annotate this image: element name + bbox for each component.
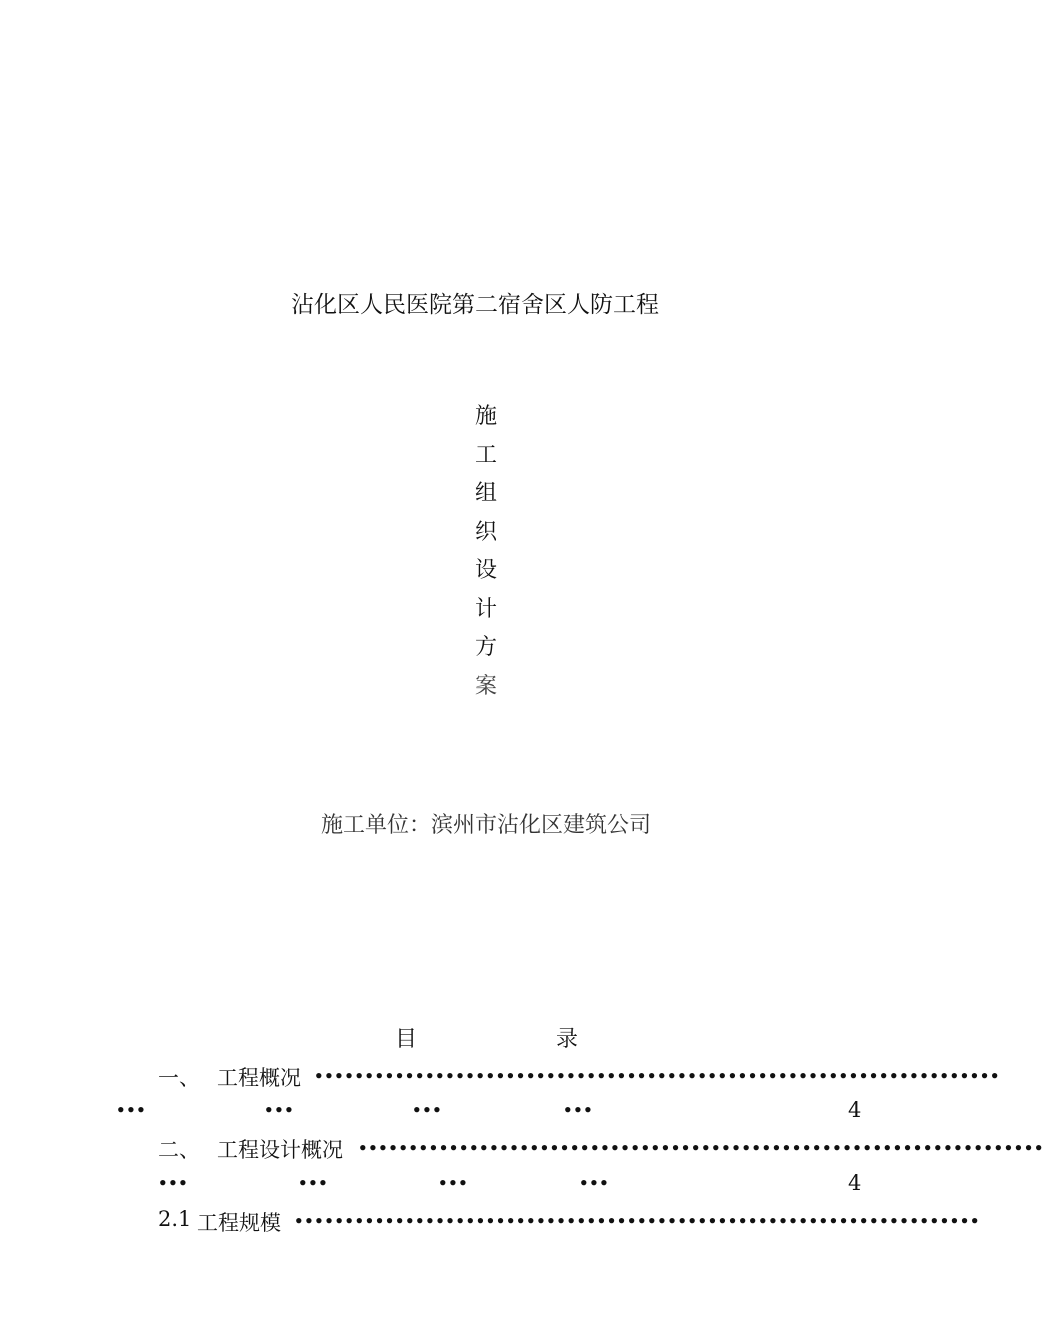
doc-type-char: 设 <box>474 558 497 583</box>
toc-page-number: 4 <box>848 1098 862 1122</box>
toc-entry-title: 工程规模 <box>197 1211 281 1235</box>
toc-leader-dots: ••• <box>264 1101 295 1119</box>
doc-type-char: 组 <box>474 481 497 506</box>
document-type-vertical <box>463 398 509 706</box>
toc-leader-dots: •••••••••••••••••••••••••••••••••••••••••••••••••••••••••••••••••••• <box>358 1139 1044 1157</box>
doc-type-char: 计 <box>474 596 497 622</box>
toc-entry[interactable] <box>0 1207 980 1239</box>
toc-leader-dots: •••••••••••••••••••••••••••••••••••••••••••••••••••••••••••••••••••• <box>314 1067 1000 1085</box>
toc-entry-continuation <box>0 1171 950 1203</box>
toc-leader-dots: ••• <box>412 1101 443 1119</box>
toc-entry[interactable] <box>0 1062 1000 1094</box>
doc-type-char: 工 <box>474 442 497 468</box>
toc-entry-number: 2.1 <box>158 1207 192 1231</box>
toc-leader-dots: ••• <box>438 1174 469 1192</box>
toc-leader-dots: ••• <box>116 1101 147 1119</box>
doc-type-char: 案 <box>474 673 497 699</box>
doc-type-char: 织 <box>474 519 497 545</box>
toc-page-number: 4 <box>848 1171 862 1195</box>
toc-heading-right: 录 <box>556 1027 579 1052</box>
toc-leader-dots: ••• <box>298 1174 329 1192</box>
toc-entry[interactable] <box>0 1134 1044 1166</box>
toc-leader-dots: ••• <box>563 1101 594 1119</box>
toc-entry-continuation <box>0 1098 950 1130</box>
toc-entry-number: 二、 <box>158 1138 200 1162</box>
toc-heading-left: 目 <box>395 1027 418 1052</box>
toc-entry-title: 工程设计概况 <box>217 1138 343 1162</box>
toc-entry-number: 一、 <box>158 1066 200 1090</box>
toc-leader-dots: ••• <box>158 1174 189 1192</box>
project-title: 沾化区人民医院第二宿舍区人防工程 <box>291 292 659 318</box>
toc-leader-dots: •••••••••••••••••••••••••••••••••••••••••••••••••••••••••••••••••••• <box>294 1212 980 1230</box>
contractor-line: 施工单位：滨州市沾化区建筑公司 <box>320 813 651 838</box>
toc-entry-title: 工程概况 <box>217 1066 301 1090</box>
doc-type-char: 施 <box>474 404 497 429</box>
toc-leader-dots: ••• <box>579 1174 610 1192</box>
doc-type-char: 方 <box>474 635 497 660</box>
